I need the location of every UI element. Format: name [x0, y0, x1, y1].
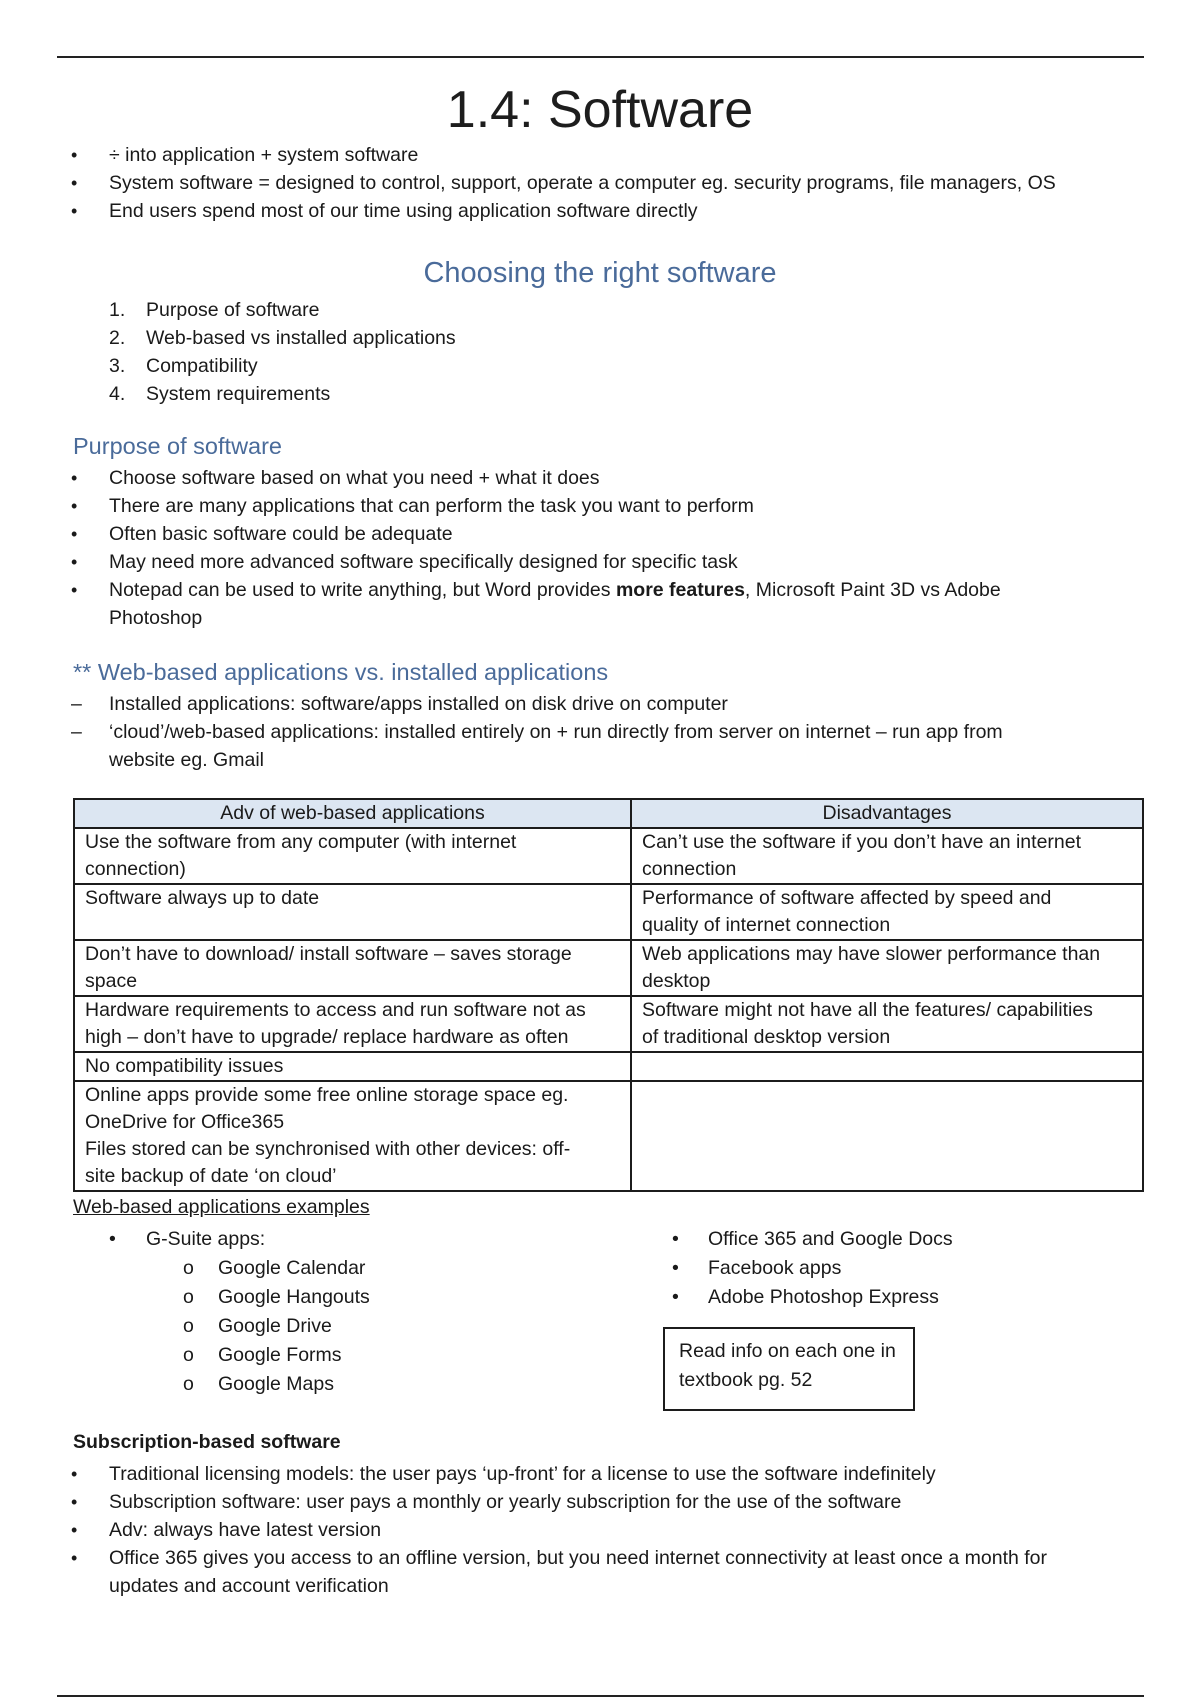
- list-item: 4. System requirements: [109, 383, 331, 405]
- table-cell: Software might not have all the features/ capabilities of traditional desktop version: [631, 996, 1143, 1052]
- list-item: • Subscription software: user pays a monthly or yearly subscription for the use of the software: [0, 1488, 1200, 1516]
- list-item: 2. Web-based vs installed applications: [109, 327, 456, 349]
- page-title: 1.4: Software: [446, 81, 754, 139]
- examples-heading: Web-based applications examples: [73, 1196, 370, 1218]
- list-item: • Adv: always have latest version: [0, 1516, 1200, 1544]
- choosing-heading: Choosing the right software: [423, 257, 777, 289]
- list-item: • Office 365 gives you access to an offline version, but you need internet connectivity at least once a month for updates and account verification: [0, 1544, 1200, 1600]
- table-cell: Online apps provide some free online storage space eg. OneDrive for Office365 Files stored can be synchronised with other devices: off- site backup of date ‘on cloud’: [74, 1081, 631, 1191]
- intro-list: [0, 141, 1200, 225]
- list-item: 3. Compatibility: [109, 355, 258, 377]
- list-item: o Google Drive: [183, 1315, 332, 1337]
- table-row: [74, 1081, 1143, 1191]
- table-cell: Performance of software affected by speed and quality of internet connection: [631, 884, 1143, 940]
- table-cell: [631, 1052, 1143, 1081]
- list-item: • There are many applications that can perform the task you want to perform: [0, 492, 1200, 520]
- purpose-list: [0, 464, 1200, 632]
- table-row: [74, 828, 1143, 884]
- list-item: – ‘cloud’/web-based applications: installed entirely on + run directly from server on internet – run app from website eg. Gmail: [0, 718, 1200, 774]
- webbased-heading: ** Web-based applications vs. installed applications: [73, 659, 609, 685]
- top-rule: [57, 56, 1144, 58]
- table-cell: No compatibility issues: [74, 1052, 631, 1081]
- table-cell: Web applications may have slower performance than desktop: [631, 940, 1143, 996]
- subscription-heading: Subscription-based software: [73, 1431, 341, 1453]
- list-item: • Choose software based on what you need + what it does: [0, 464, 1200, 492]
- list-item: • System software = designed to control, support, operate a computer eg. security programs, file managers, OS: [0, 169, 1200, 197]
- list-item: • Notepad can be used to write anything, but Word provides more features, Microsoft Paint 3D vs Adobe Photoshop: [0, 576, 1200, 632]
- column-header: Adv of web-based applications: [74, 799, 631, 828]
- list-item: • Often basic software could be adequate: [0, 520, 1200, 548]
- list-item: • G-Suite apps:: [109, 1228, 266, 1250]
- list-item: – Installed applications: software/apps installed on disk drive on computer: [0, 690, 1200, 718]
- textbook-note-box: Read info on each one in textbook pg. 52: [663, 1327, 915, 1411]
- list-item: • ÷ into application + system software: [0, 141, 1200, 169]
- list-item: • End users spend most of our time using application software directly: [0, 197, 1200, 225]
- table-cell: Software always up to date: [74, 884, 631, 940]
- list-item: • Adobe Photoshop Express: [672, 1286, 939, 1308]
- table-cell: Use the software from any computer (with internet connection): [74, 828, 631, 884]
- list-item: • Office 365 and Google Docs: [672, 1228, 953, 1250]
- table-cell: Hardware requirements to access and run software not as high – don’t have to upgrade/ replace hardware as often: [74, 996, 631, 1052]
- other-apps-list: [0, 1225, 1200, 1312]
- bottom-rule: [57, 1695, 1144, 1697]
- webbased-list: [0, 690, 1200, 774]
- table-cell: [631, 1081, 1143, 1191]
- table-row: [74, 1052, 1143, 1081]
- list-item: o Google Hangouts: [183, 1286, 370, 1308]
- list-item: o Google Calendar: [183, 1257, 366, 1279]
- table-cell: Don’t have to download/ install software – saves storage space: [74, 940, 631, 996]
- table-header-row: [74, 799, 1143, 828]
- list-item: • Traditional licensing models: the user pays ‘up-front’ for a license to use the software indefinitely: [0, 1460, 1200, 1488]
- list-item: o Google Forms: [183, 1344, 342, 1366]
- list-item: • Facebook apps: [672, 1257, 842, 1279]
- purpose-heading: Purpose of software: [73, 433, 282, 459]
- column-header: Disadvantages: [631, 799, 1143, 828]
- choosing-list: [0, 296, 1200, 408]
- table-cell: Can’t use the software if you don’t have an internet connection: [631, 828, 1143, 884]
- list-item: o Google Maps: [183, 1373, 334, 1395]
- table-row: [74, 996, 1143, 1052]
- comparison-table: [73, 798, 1144, 1192]
- table-row: [74, 884, 1143, 940]
- subscription-list: [0, 1460, 1200, 1600]
- table-row: [74, 940, 1143, 996]
- list-item: • May need more advanced software specifically designed for specific task: [0, 548, 1200, 576]
- list-item: 1. Purpose of software: [109, 299, 320, 321]
